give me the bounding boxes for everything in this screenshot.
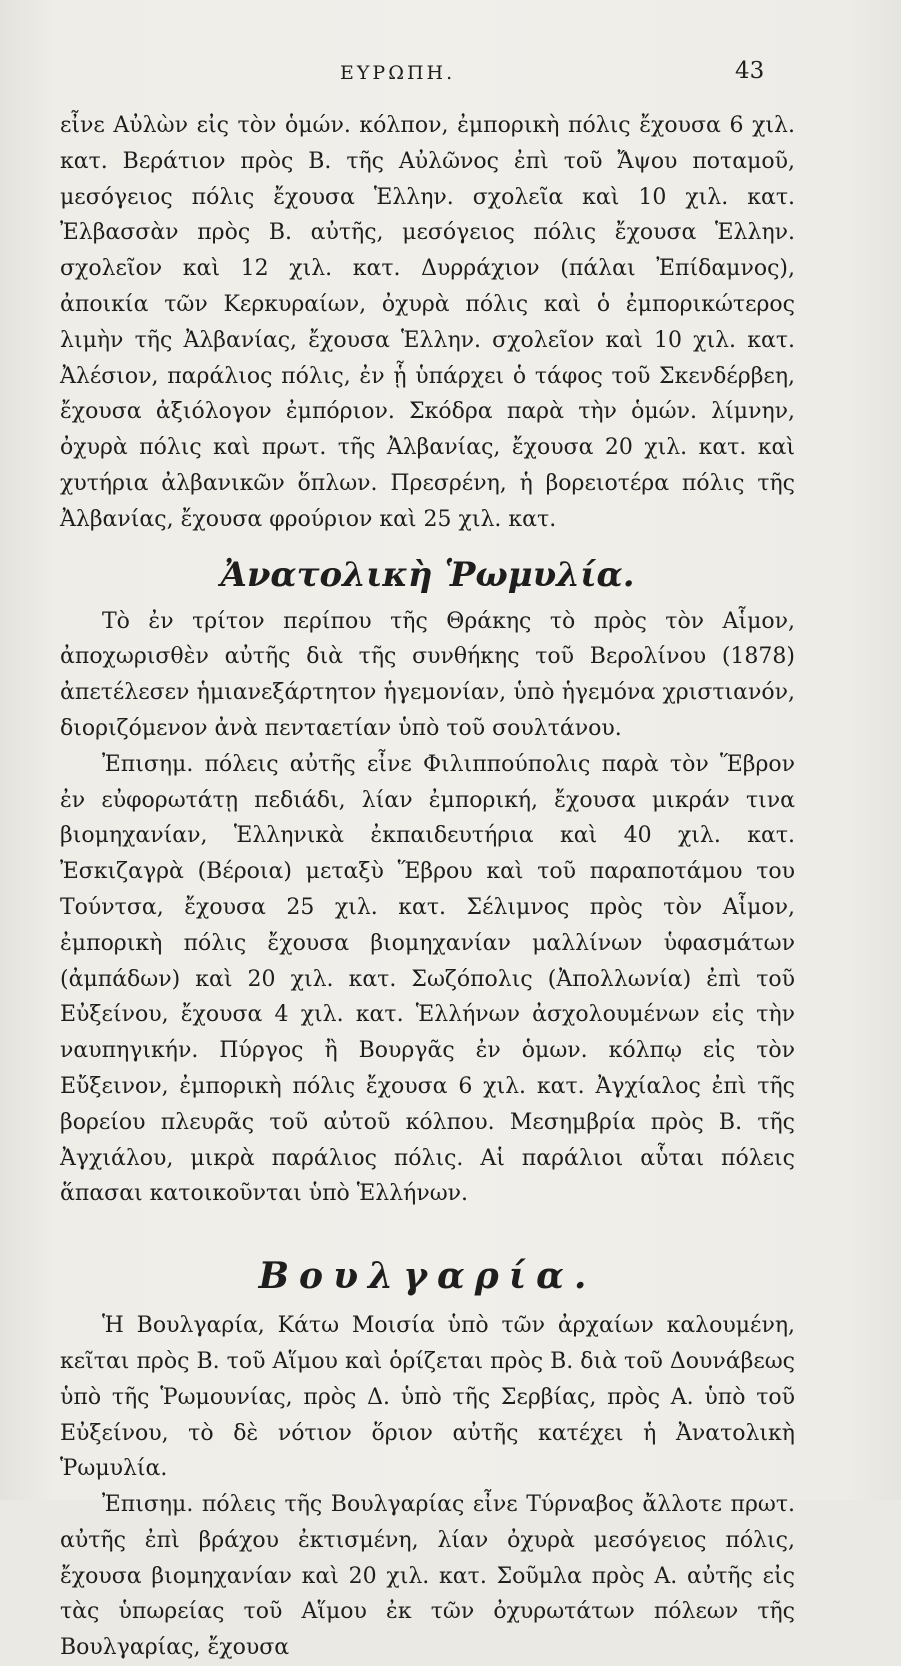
paragraph-rumelia-cities: Ἐπισημ. πόλεις αὐτῆς εἶνε Φιλιππούπολις παρὰ τὸν Ἕβρον ἐν εὐφορωτάτῃ πεδιάδι, λίαν ἐμπορική, ἔχουσα μικράν τινα βιομηχανίαν, Ἑλληνικὰ ἐκπαιδευτήρια καὶ 40 χιλ. κατ. Ἐσκιζαγρὰ (Βέροια) μεταξὺ Ἕβρου καὶ τοῦ παραποτάμου του Τούντσα, ἔχουσα 25 χιλ. κατ. Σέλιμνος πρὸς τὸν Αἷμον, ἐμπορικὴ πόλις ἔχουσα βιομηχανίαν μαλλίνων ὑφασμάτων (ἀμπάδων) καὶ 20 χιλ. κατ. Σωζόπολις (Ἀπολλωνία) ἐπὶ τοῦ Εὐξείνου, ἔχουσα 4 χιλ. κατ. Ἑλλήνων ἀσχολουμένων εἰς τὴν ναυπηγικήν. Πύργος ἢ Βουργᾶς ἐν ὁμων. κόλπῳ εἰς τὸν Εὔξεινον, ἐμπορικὴ πόλις ἔχουσα 6 χιλ. κατ. Ἀγχίαλος ἐπὶ τῆς βορείου πλευρᾶς τοῦ αὐτοῦ κόλπου. Μεσημβρία πρὸς Β. τῆς Ἀγχιάλου, μικρὰ παράλιος πόλις. Αἱ παράλιοι αὗται πόλεις ἅπασαι κατοικοῦνται ὑπὸ Ἑλλήνων.	[60, 751, 795, 1207]
section-heading-bulgaria: Βουλγαρία.	[258, 1255, 597, 1298]
paragraph-albania-cities: εἶνε Αὐλὼν εἰς τὸν ὁμών. κόλπον, ἐμπορικὴ πόλις ἔχουσα 6 χιλ. κατ. Βεράτιον πρὸς Β. τῆς Αὐλῶνος ἐπὶ τοῦ Ἄψου ποταμοῦ, μεσόγειος πόλις ἔχουσα Ἑλλην. σχολεῖα καὶ 10 χιλ. κατ. Ἐλβασσὰν πρὸς Β. αὐτῆς, μεσόγειος πόλις ἔχουσα Ἑλλην. σχολεῖον καὶ 12 χιλ. κατ. Δυρράχιον (πάλαι Ἐπίδαμνος), ἀποικία τῶν Κερκυραίων, ὀχυρὰ πόλις καὶ ὁ ἐμπορικώτερος λιμὴν τῆς Ἀλβανίας, ἔχουσα Ἑλλην. σχολεῖον καὶ 10 χιλ. κατ. Ἀλέσιον, παράλιος πόλις, ἐν ᾗ ὑπάρχει ὁ τάφος τοῦ Σκενδέρβεη, ἔχουσα ἀξιόλογον ἐμπόριον. Σκόδρα παρὰ τὴν ὁμών. λίμνην, ὀχυρὰ πόλις καὶ πρωτ. τῆς Ἀλβανίας, ἔχουσα 20 χιλ. κατ. καὶ χυτήρια ἀλβανικῶν ὅπλων. Πρεσρένη, ἡ βορειοτέρα πόλις τῆς Ἀλβανίας, ἔχουσα φρούριον καὶ 25 χιλ. κατ.	[60, 113, 795, 532]
running-head	[0, 58, 901, 88]
paragraph-rumelia-intro: Τὸ ἐν τρίτον περίπου τῆς Θράκης τὸ πρὸς τὸν Αἷμον, ἀποχωρισθὲν αὐτῆς διὰ τῆς συνθήκης τοῦ Βερολίνου (1878) ἀπετέλεσεν ἡμιανεξάρτητον ἡγεμονίαν, ὑπὸ ἡγεμόνα χριστιανόν, διοριζόμενον ἀνὰ πενταετίαν ὑπὸ τοῦ σουλτάνου.	[60, 608, 795, 741]
paragraph-bulgaria-intro: Ἡ Βουλγαρία, Κάτω Μοισία ὑπὸ τῶν ἀρχαίων καλουμένη, κεῖται πρὸς Β. τοῦ Αἵμου καὶ ὁρίζεται πρὸς Β. διὰ τοῦ Δουνάβεως ὑπὸ τῆς Ῥωμουνίας, πρὸς Δ. ὑπὸ τῆς Σερβίας, πρὸς Α. ὑπὸ τοῦ Εὐξείνου, τὸ δὲ νότιον ὅριον αὐτῆς κατέχει ἡ Ἀνατολικὴ Ῥωμυλία.	[60, 1313, 795, 1482]
paragraph-bulgaria-cities: Ἐπισημ. πόλεις τῆς Βουλγαρίας εἶνε Τύρναβος ἄλλοτε πρωτ. αὐτῆς ἐπὶ βράχου ἐκτισμένη, λίαν ὀχυρὰ μεσόγειος πόλις, ἔχουσα βιομηχανίαν καὶ 20 χιλ. κατ. Σοῦμλα πρὸς Α. αὐτῆς εἰς τὰς ὑπωρείας τοῦ Αἵμου ἐκ τῶν ὀχυρωτάτων πόλεων τῆς Βουλγαρίας, ἔχουσα	[60, 1492, 795, 1661]
body-text	[60, 108, 795, 1666]
page-number: 43	[735, 58, 765, 84]
running-title: ΕΥΡΩΠΗ.	[340, 62, 456, 84]
section-heading-eastern-rumelia: Ἀνατολικὴ Ῥωμυλία.	[220, 554, 635, 595]
